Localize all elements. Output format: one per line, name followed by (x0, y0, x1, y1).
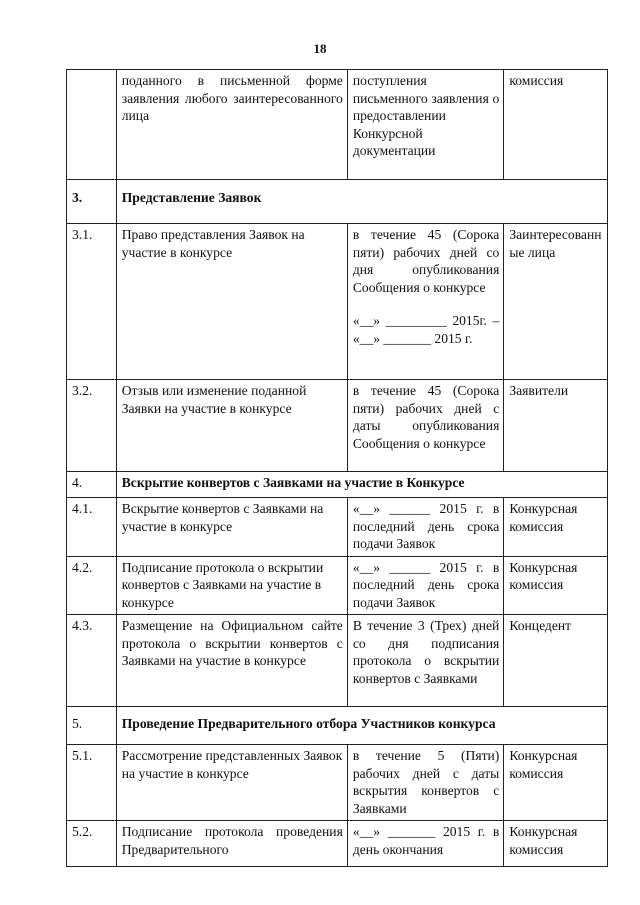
activity-cell (116, 380, 347, 472)
term-cell (347, 498, 503, 557)
term-text: «__» _______ 2015 г. в день окончания (352, 824, 500, 857)
activity-cell (116, 70, 347, 180)
term-text: в течение 45 (Сорока пяти) рабочих дней со дня опубликования Сообщения о конкурсе (352, 227, 500, 295)
activity-text: Подписание протокола о вскрытии конвертов с Заявками на участие в конкурсе (121, 559, 324, 610)
term-text: «__» ______ 2015 г. в последний день срока подачи Заявок (352, 559, 500, 610)
activity-cell (116, 821, 347, 867)
term-text: в течение 5 (Пяти) рабочих дней с даты вскрытия конвертов с Заявками (352, 748, 500, 816)
row-number: 3.1. (67, 224, 117, 380)
activity-text: Вскрытие конвертов с Заявками на участие в конкурсе (121, 501, 324, 534)
activity-text: Размещение на Официальном сайте протокола о вскрытии конвертов с Заявками на участие в конкурсе (121, 618, 343, 668)
page-number: 18 (313, 41, 327, 56)
activity-text: Право представления Заявок на участие в конкурсе (121, 227, 305, 260)
responsible-cell: комиссия (504, 70, 608, 180)
schedule-table (66, 69, 608, 867)
table-row (67, 380, 608, 472)
term-dates: «__» _________ 2015г. – «__» _______ 2015 г. (352, 313, 500, 346)
term-cell (347, 70, 503, 180)
term-text: «__» ______ 2015 г. в последний день срока подачи Заявок (352, 501, 500, 551)
row-number: 4.3. (67, 615, 117, 707)
responsible-cell: Заинтересованные лица (504, 224, 608, 380)
responsible-cell: Конкурсная комиссия (504, 556, 608, 615)
section-row (67, 472, 608, 498)
section-row (67, 180, 608, 224)
term-cell (347, 556, 503, 615)
activity-cell (116, 556, 347, 615)
term-cell (347, 615, 503, 707)
activity-cell (116, 615, 347, 707)
activity-text: Подписание протокола проведения Предварительного (121, 824, 343, 857)
row-number (67, 70, 117, 180)
responsible-cell: Заявители (504, 380, 608, 472)
section-row (67, 707, 608, 745)
section-number: 3. (67, 180, 117, 224)
activity-cell (116, 498, 347, 557)
responsible-cell: Конкурсная комиссия (504, 745, 608, 821)
term-text: В течение 3 (Трех) дней со дня подписания протокола о вскрытии конвертов с Заявками (352, 618, 500, 686)
table-row (67, 556, 608, 615)
term-cell (347, 821, 503, 867)
section-title: Представление Заявок (116, 180, 607, 224)
activity-text: Отзыв или изменение поданной Заявки на участие в конкурсе (121, 383, 307, 416)
row-number: 4.2. (67, 556, 117, 615)
responsible-cell: Концедент (504, 615, 608, 707)
activity-text: поданного в письменной форме заявления любого заинтересованного лица (121, 73, 343, 123)
term-text: поступления письменного заявления о предоставлении Конкурсной документации (352, 73, 500, 158)
table-row (67, 224, 608, 380)
section-title: Проведение Предварительного отбора Участников конкурса (116, 707, 607, 745)
row-number: 3.2. (67, 380, 117, 472)
table-row (67, 70, 608, 180)
responsible-cell: Конкурсная комиссия (504, 821, 608, 867)
row-number: 5.2. (67, 821, 117, 867)
section-number: 5. (67, 707, 117, 745)
section-number: 4. (67, 472, 117, 498)
activity-cell (116, 224, 347, 380)
activity-cell (116, 745, 347, 821)
table-row (67, 498, 608, 557)
row-number: 5.1. (67, 745, 117, 821)
responsible-cell: Конкурсная комиссия (504, 498, 608, 557)
term-cell (347, 380, 503, 472)
section-title: Вскрытие конвертов с Заявками на участие в Конкурсе (116, 472, 607, 498)
table-row (67, 821, 608, 867)
term-text: в течение 45 (Сорока пяти) рабочих дней с даты опубликования Сообщения о конкурсе (352, 383, 500, 451)
activity-text: Рассмотрение представленных Заявок на участие в конкурсе (121, 748, 343, 781)
table-row (67, 615, 608, 707)
term-cell (347, 224, 503, 380)
table-row (67, 745, 608, 821)
row-number: 4.1. (67, 498, 117, 557)
term-cell (347, 745, 503, 821)
